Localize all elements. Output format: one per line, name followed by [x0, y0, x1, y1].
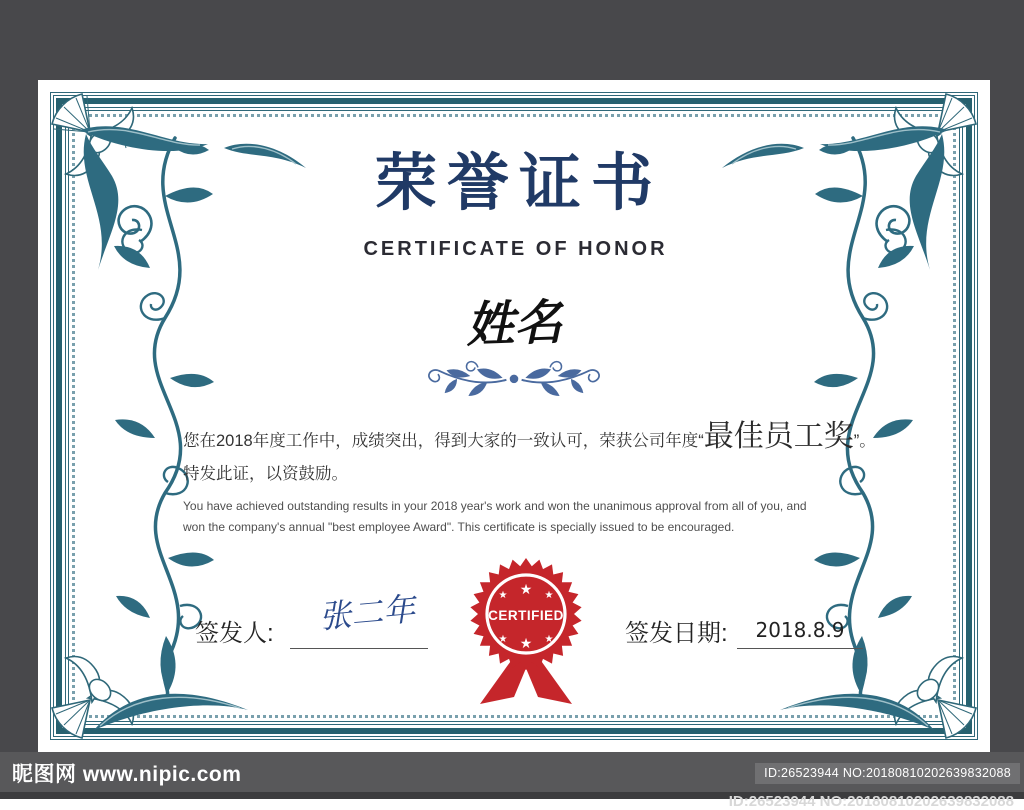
body-english: You have achieved outstanding results in your 2018 year's work and won the unanimous approval from all of you, and won the company's annual "best employee Award". This certificate is specially issued to be encouraged. [183, 499, 807, 534]
award-close-quote: ” [853, 432, 860, 450]
badge-star: ★ [544, 634, 554, 645]
certificate [38, 80, 990, 752]
date-underline [737, 648, 863, 649]
image-id-badge: ID:26523944 NO:20180810202639832088 [755, 763, 1020, 784]
certified-badge-icon [466, 556, 586, 708]
certificate-body [183, 418, 893, 538]
badge-star: ★ [544, 590, 554, 601]
wave-flourish-bottom-left-icon [90, 680, 270, 735]
watermark-bar [0, 752, 1024, 792]
body-line1 [183, 418, 893, 460]
recipient-name: 姓名 [465, 294, 564, 354]
body-line1-prefix: 您在2018年度工作中，成绩突出，得到大家的一致认可，荣获公司年度 [183, 432, 699, 450]
body-line1-suffix: 。 [859, 432, 876, 450]
laurel-divider-icon [419, 356, 609, 396]
signature-underline [290, 648, 428, 649]
wave-flourish-bottom-right-icon [758, 680, 938, 735]
clipped-id-text: ID:26523944 NO:20180810202639832088 [728, 793, 1014, 810]
issuer-label: 签发人: [195, 620, 274, 647]
badge-star: ★ [498, 634, 508, 645]
site-watermark [12, 758, 241, 788]
badge-star: ★ [519, 581, 533, 597]
issue-date-label: 签发日期: [625, 620, 728, 647]
issue-date-value: 2018.8.9 [755, 618, 845, 642]
award-name: 最佳员工奖 [703, 420, 854, 453]
body-line2: 特发此证，以资鼓励。 [183, 465, 348, 483]
certificate-title-cn: 荣誉证书 [374, 149, 663, 218]
site-url: www.nipic.com [82, 763, 242, 786]
badge-star: ★ [519, 635, 533, 651]
site-name: 昵图网 [12, 763, 77, 786]
issuer-signature: 张二年 [317, 589, 417, 637]
badge-label: CERTIFIED [488, 608, 564, 623]
award-open-quote: “ [698, 432, 704, 450]
badge-star: ★ [498, 590, 508, 601]
clipped-watermark-strip [0, 792, 1024, 810]
certificate-title-en: CERTIFICATE OF HONOR [363, 238, 668, 260]
